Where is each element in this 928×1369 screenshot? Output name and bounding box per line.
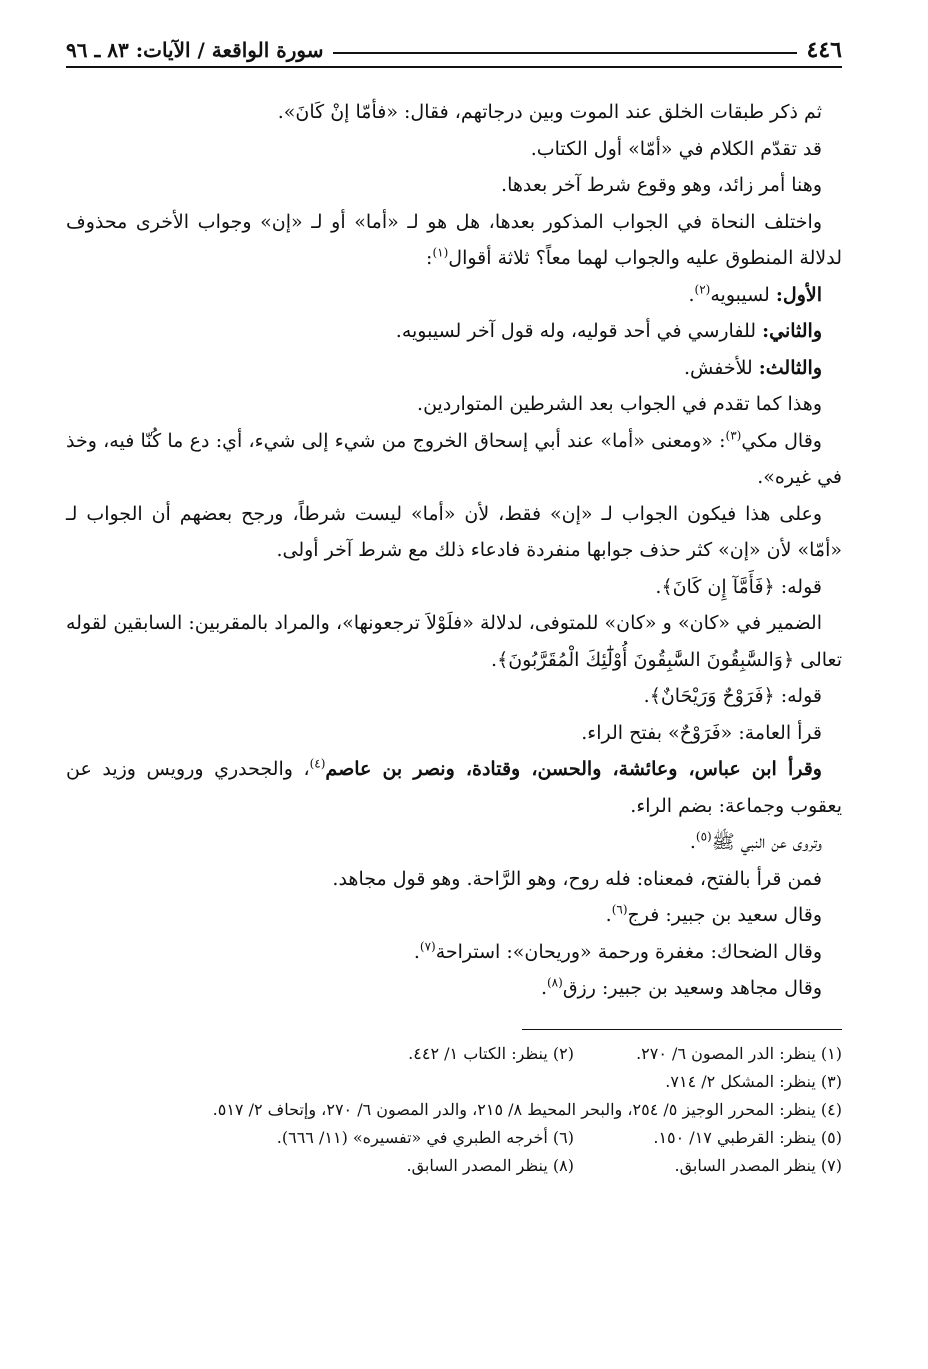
footnote-ref: (٧) [419,939,436,954]
paragraph-text: قوله: [780,575,822,598]
footnote-ref: (٥) [695,829,712,844]
footnote: (٧) ينظر المصدر السابق. [674,1155,842,1175]
paragraph-text: وتروى عن النبي ﷺ [711,831,822,853]
paragraph-text: للفارسي في أحد قوليه، وله قول آخر لسيبويه. [395,320,757,342]
paragraph [66,277,842,314]
footnote: (٦) أخرجه الطبري في «تفسيره» (١١/ ٦٦٦). [276,1127,574,1147]
footnotes [66,1040,842,1180]
punctuation: . [413,940,420,963]
paragraph-text: وهذا كما تقدم في الجواب بعد الشرطين المتواردين. [417,393,822,415]
opinion-label: والثاني: [762,320,822,342]
punctuation: . [688,283,695,306]
paragraph-text: وقال سعيد بن جبير: فرج [627,904,822,926]
readers-list: وقرأ ابن عباس، وعائشة، والحسن، وقتادة، ونصر بن عاصم [325,758,822,780]
quran-verse: ﴿فَأَمَّآ إِن كَانَ﴾ [661,575,775,598]
quran-verse: ﴿فَرَوْحٌ وَرَيْحَانٌ﴾ [649,685,775,707]
paragraph [66,824,842,861]
paragraph-text: قوله: [780,685,822,707]
footnote-ref: (١) [432,245,449,260]
paragraph-text: وعلى هذا فيكون الجواب لـ «إن» فقط، لأن «أما» ليست شرطاً، ورجح بعضهم أن الجواب لـ «أمّا» لأن «إن» كثر حذف جوابها منفردة فادعاء ذلك مع شرط آخر أولى. [66,502,842,561]
paragraph-text: وهنا أمر زائد، وهو وقوع شرط آخر بعدها. [501,174,822,196]
footnote-ref: (٨) [546,975,563,990]
footnote-row [66,1096,842,1124]
paragraph [66,605,842,678]
footnote-ref: (٤) [309,756,326,771]
footnote: (١) ينظر: الدر المصون ٦/ ٢٧٠. [636,1043,842,1063]
paragraph-text: الضمير في «كان» و «كان» للمتوفى، لدلالة «فلَوْلاَ ترجعونها»، والمراد بالمقربين: السابقين لقوله تعالى [66,612,842,671]
paragraph [66,204,842,277]
paragraph-text: للأخفش. [683,356,753,379]
footnote: (٨) ينظر المصدر السابق. [406,1155,574,1175]
paragraph [66,313,842,350]
paragraph [66,569,842,606]
footnote: (٤) ينظر: المحرر الوجيز ٥/ ٢٥٤، والبحر المحيط ٨/ ٢١٥، والدر المصون ٦/ ٢٧٠، وإتحاف ٢/ ٥١٧. [212,1099,842,1119]
paragraph-text: ثم ذكر طبقات الخلق عند الموت وبين درجاتهم، فقال: «فأمّا إنْ كَانَ». [277,101,822,123]
header-dash-rule [333,52,796,54]
footnote-rule [522,1029,842,1030]
opinion-label: والثالث: [758,356,822,379]
paragraph [66,678,842,715]
page-header [66,34,842,62]
paragraph-text: وقال مكي [741,429,822,452]
footnote-ref: (٦) [611,902,628,917]
footnote-row [66,1124,842,1152]
punctuation: . [689,831,696,853]
paragraph [66,715,842,752]
punctuation: . [655,575,662,598]
footnote-ref: (٣) [725,428,742,443]
paragraph [66,350,842,387]
page-number: ٤٤٦ [806,37,842,63]
paragraph-text: قرأ العامة: «فَرَوْحٌ» بفتح الراء. [581,721,822,744]
main-text [66,94,842,1007]
book-page [66,34,842,1180]
paragraph-text: قد تقدّم الكلام في «أمّا» أول الكتاب. [530,137,822,160]
paragraph [66,897,842,934]
footnote-ref: (٢) [694,282,711,297]
punctuation: . [540,977,547,999]
header-rule [66,66,842,68]
paragraph [66,131,842,168]
paragraph-text: واختلف النحاة في الجواب المذكور بعدها، هل هو لـ «أما» أو لـ «إن» وجواب الأخرى محذوف لدلالة المنطوق عليه والجواب لهما معاً؟ ثلاثة أقوال [66,210,842,269]
paragraph [66,751,842,824]
quran-verse: ﴿وَالسَّٰبِقُونَ السَّٰبِقُونَ أُوْلَٰٓئِكَ الْمُقَرَّبُونَ﴾ [497,648,795,671]
footnote: (٢) ينظر: الكتاب ١/ ٤٤٢. [408,1043,574,1063]
paragraph [66,970,842,1007]
paragraph [66,496,842,569]
paragraph [66,94,842,131]
paragraph-text: : «ومعنى «أما» عند أبي إسحاق الخروج من شيء إلى شيء، أي: دع ما كُنّا فيه، وخذ في غيره». [66,429,842,488]
footnote-row [66,1040,842,1068]
surah-title: سورة الواقعة / الآيات: ٨٣ ـ ٩٦ [66,38,324,62]
paragraph [66,934,842,971]
paragraph-text: فمن قرأ بالفتح، فمعناه: فله روح، وهو الرَّاحة. وهو قول مجاهد. [332,867,822,890]
paragraph [66,167,842,204]
paragraph-text: وقال الضحاك: مغفرة ورحمة «وريحان»: استراحة [435,940,822,963]
paragraph-text: ، والجحدري ورويس وزيد عن يعقوب وجماعة: بضم الراء. [66,758,842,817]
paragraph-text: وقال مجاهد وسعيد بن جبير: رزق [562,977,822,999]
punctuation: . [643,685,650,707]
footnote: (٥) ينظر: القرطبي ١٧/ ١٥٠. [653,1127,842,1147]
footnote-row [66,1068,842,1096]
footnote-row [66,1152,842,1180]
paragraph [66,423,842,496]
punctuation: . [491,648,498,671]
paragraph-text: لسيبويه [710,283,770,306]
punctuation: : [426,247,433,269]
paragraph [66,386,842,423]
punctuation: . [605,904,612,926]
footnote: (٣) ينظر: المشكل ٢/ ٧١٤. [665,1071,842,1091]
opinion-label: الأول: [775,283,822,306]
paragraph [66,861,842,898]
